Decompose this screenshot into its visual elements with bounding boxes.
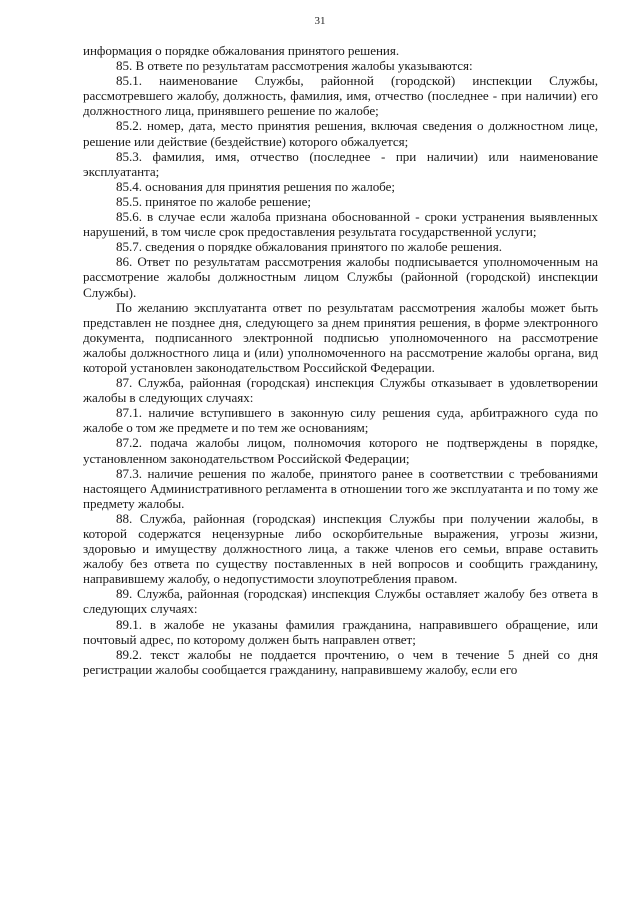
paragraph: По желанию эксплуатанта ответ по результатам рассмотрения жалобы может быть представлен не позднее дня, следующего за днем принятия решения, в форме электронного документа, подписанного электронной подписью уполномоченного на рассмотрение жалобы должностного лица и (или) уполномоченного на рассмотрение жалобы органа, вид которой установлен законодательством Российской Федерации. — [83, 299, 598, 375]
paragraph: 85.2. номер, дата, место принятия решения, включая сведения о должностном лице, решение или действие (бездействие) которого обжалуется; — [83, 118, 598, 149]
paragraph: 89.1. в жалобе не указаны фамилия гражданина, направившего обращение, или почтовый адрес, по которому должен быть направлен ответ; — [83, 616, 598, 647]
page-number: 31 — [314, 15, 326, 27]
paragraph: 85.4. основания для принятия решения по жалобе; — [116, 178, 395, 194]
paragraph: 87. Служба, районная (городская) инспекция Службы отказывает в удовлетворении жалобы в следующих случаях: — [83, 375, 598, 406]
paragraph: 88. Служба, районная (городская) инспекция Службы при получении жалобы, в которой содержатся нецензурные либо оскорбительные выражения, угрозы жизни, здоровью и имуществу должностного лица, а также членов его семьи, вправе оставить жалобу без ответа по существу поставленных в ней вопросов и сообщить гражданину, направившему жалобу, о недопустимости злоупотребления правом. — [83, 510, 598, 587]
paragraph: 85.5. принятое по жалобе решение; — [116, 193, 311, 209]
paragraph: 85.1. наименование Службы, районной (городской) инспекции Службы, рассмотревшего жалобу, должность, фамилия, имя, отчество (последнее - при наличии) его должностного лица, принявшего решение по жалобе; — [83, 73, 598, 119]
paragraph: 87.1. наличие вступившего в законную силу решения суда, арбитражного суда по жалобе о том же предмете и по тем же основаниям; — [83, 405, 598, 436]
paragraph: 86. Ответ по результатам рассмотрения жалобы подписывается уполномоченным на рассмотрение жалобы должностным лицом Службы (районной (городской) инспекции Службы). — [83, 254, 598, 300]
paragraph: 85.7. сведения о порядке обжалования принятого по жалобе решения. — [116, 239, 502, 255]
document-body — [83, 43, 598, 677]
paragraph: информация о порядке обжалования принятого решения. — [83, 43, 400, 58]
paragraph: 85.6. в случае если жалоба признана обоснованной - сроки устранения выявленных нарушений, в том числе срок предоставления результата государственной услуги; — [83, 209, 598, 240]
paragraph: 89.2. текст жалобы не поддается прочтению, о чем в течение 5 дней со дня регистрации жалобы сообщается гражданину, направившему жалобу, если его — [83, 646, 598, 677]
paragraph: 87.3. наличие решения по жалобе, принятого ранее в соответствии с требованиями настоящего Административного регламента в отношении того же эксплуатанта и по тому же предмету жалобы. — [83, 465, 598, 511]
paragraph: 85. В ответе по результатам рассмотрения жалобы указываются: — [116, 58, 473, 74]
paragraph: 85.3. фамилия, имя, отчество (последнее - при наличии) или наименование эксплуатанта; — [83, 148, 598, 179]
paragraph: 87.2. подача жалобы лицом, полномочия которого не подтверждены в порядке, установленном законодательством Российской Федерации; — [83, 435, 598, 466]
paragraph: 89. Служба, районная (городская) инспекция Службы оставляет жалобу без ответа в следующих случаях: — [83, 586, 598, 617]
